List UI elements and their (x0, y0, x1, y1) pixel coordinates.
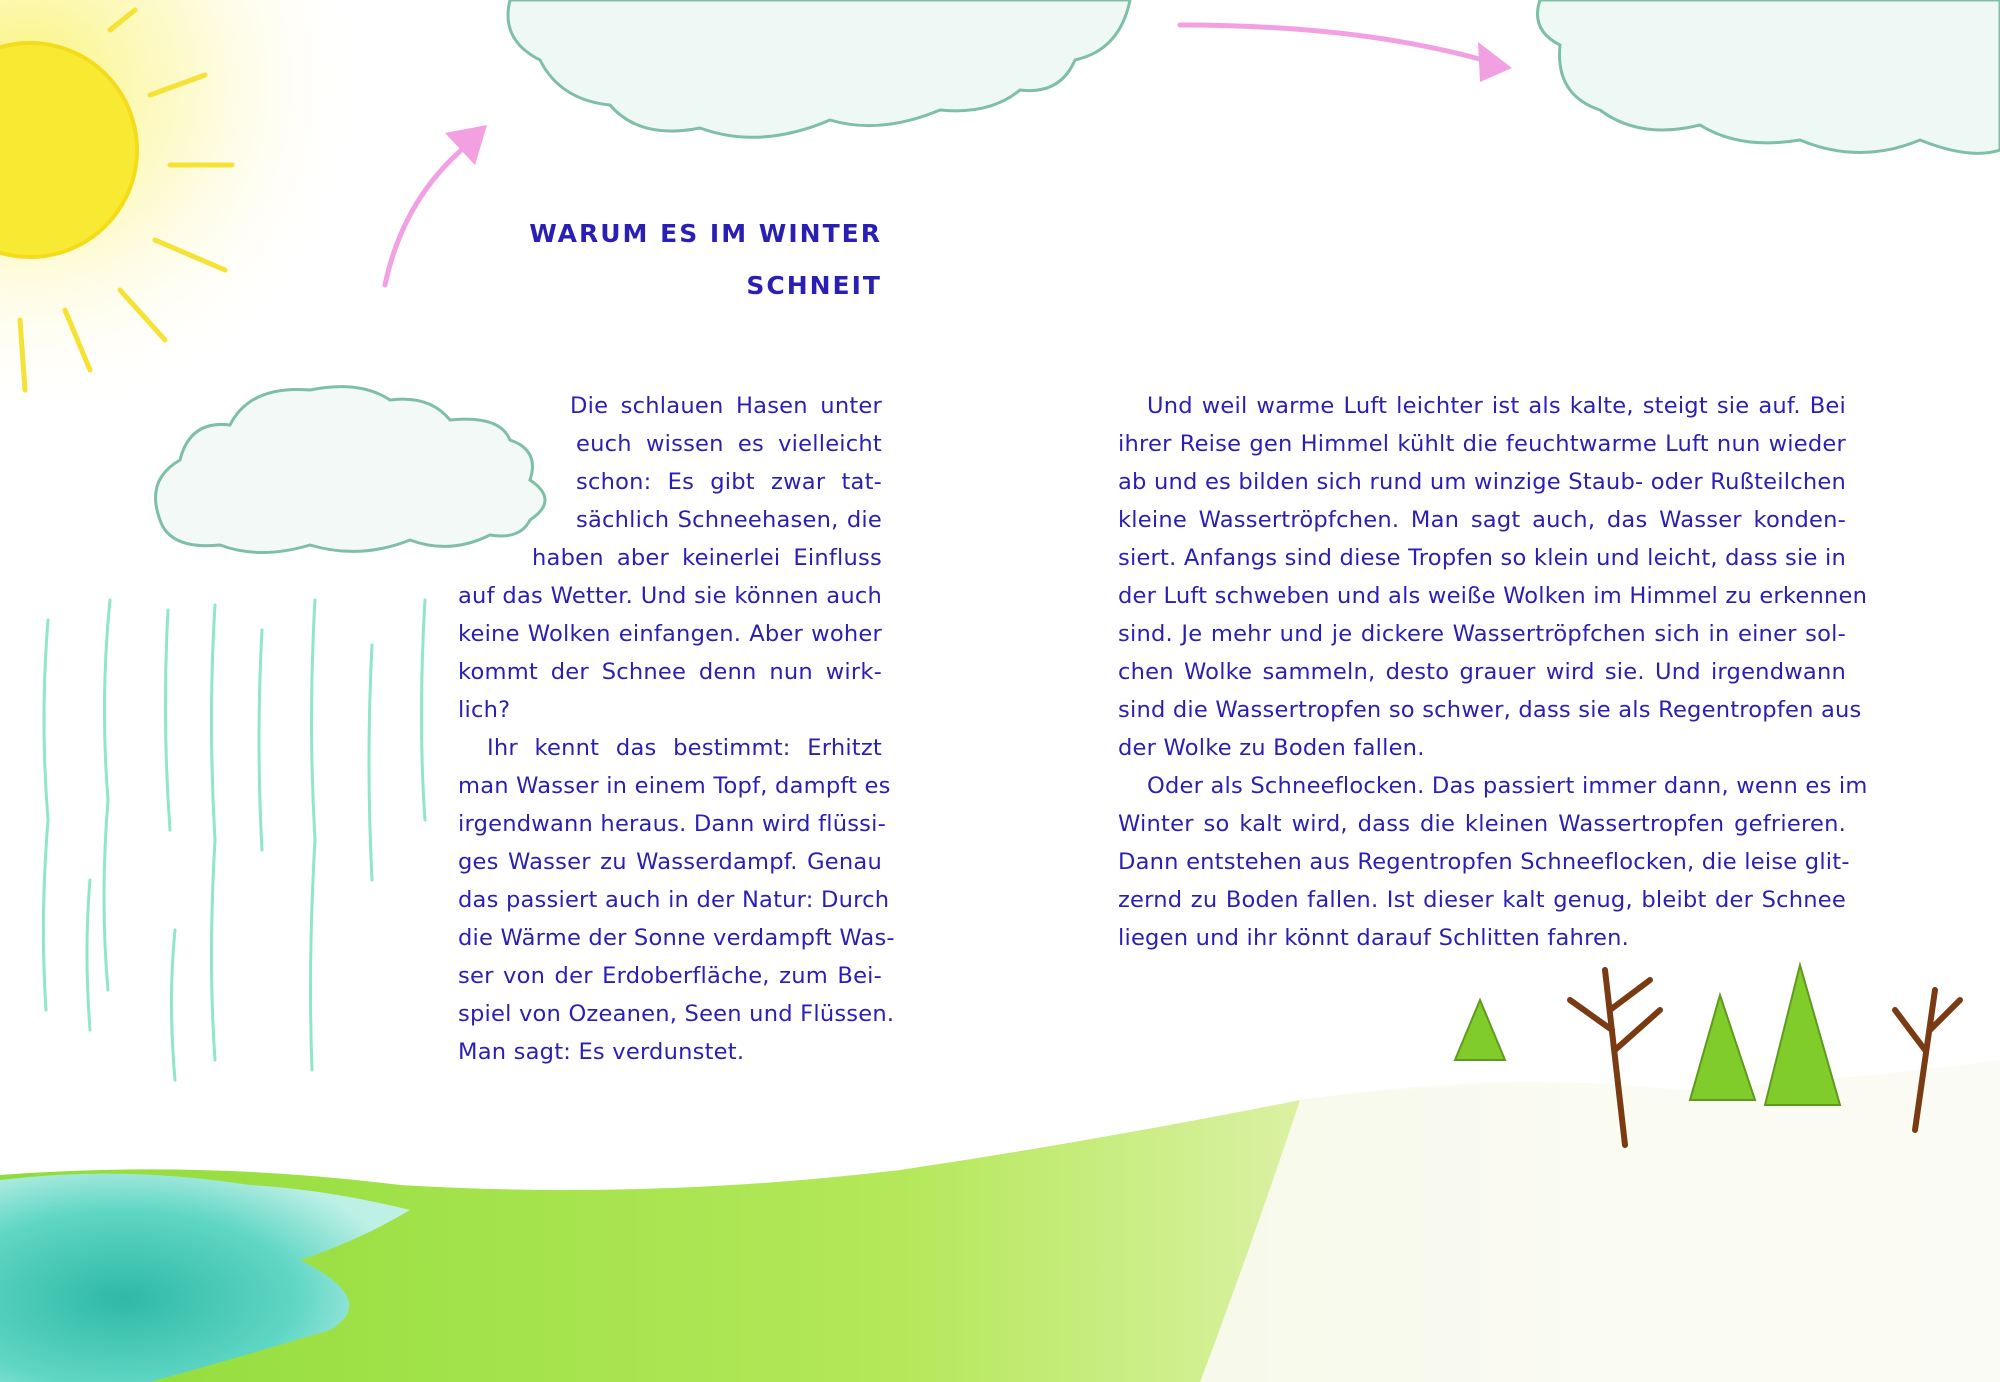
text-line: lich? (458, 697, 511, 723)
text-line: Dann entstehen aus Regentropfen Schneeflocken, die leise glit- (1118, 849, 1850, 875)
text-line: man Wasser in einem Topf, dampft es (458, 773, 891, 799)
text-line: die Wärme der Sonne verdampft Was- (458, 925, 895, 951)
text-line: Oder als Schneeflocken. Das passiert immer dann, wenn es im (1147, 773, 1868, 799)
text-line: Und weil warme Luft leichter ist als kalte, steigt sie auf. Bei (1147, 393, 1846, 419)
text-line: siert. Anfangs sind diese Tropfen so klein und leicht, dass sie in (1118, 545, 1846, 571)
text-line: ges Wasser zu Wasserdampf. Genau (458, 849, 882, 875)
page-title-continued: SCHNEIT (746, 271, 882, 300)
text-line: sind. Je mehr und je dickere Wassertröpfchen sich in einer sol- (1118, 621, 1846, 647)
text-line: irgendwann heraus. Dann wird flüssi- (458, 811, 886, 837)
text-line: ab und es bilden sich rund um winzige Staub- oder Rußteilchen (1118, 469, 1846, 495)
page-title: WARUM ES IM WINTER (529, 219, 882, 248)
text-line: Winter so kalt wird, dass die kleinen Wassertropfen gefrieren. (1118, 811, 1846, 837)
text-line: Man sagt: Es verdunstet. (458, 1039, 745, 1065)
text-column-left (458, 387, 895, 1071)
text-line: euch wissen es vielleicht (576, 431, 882, 457)
text-line: das passiert auch in der Natur: Durch (458, 887, 890, 913)
text-line: Die schlauen Hasen unter (570, 393, 882, 419)
text-line: sächlich Schneehasen, die (576, 507, 882, 533)
text-line: schon: Es gibt zwar tat- (576, 469, 882, 495)
text-line: sind die Wassertropfen so schwer, dass sie als Regentropfen aus (1118, 697, 1862, 723)
text-line: kommt der Schnee denn nun wirk- (458, 659, 882, 685)
text-line: haben aber keinerlei Einfluss (532, 545, 882, 571)
cloud-icon (508, 0, 2000, 153)
text-line: der Wolke zu Boden fallen. (1118, 735, 1425, 761)
text-line: keine Wolken einfangen. Aber woher (458, 621, 882, 647)
text-line: auf das Wetter. Und sie können auch (458, 583, 882, 609)
text-line: Ihr kennt das bestimmt: Erhitzt (487, 735, 882, 761)
text-line: ihrer Reise gen Himmel kühlt die feuchtwarme Luft nun wieder (1118, 431, 1846, 457)
text-line: kleine Wassertröpfchen. Man sagt auch, das Wasser konden- (1118, 507, 1846, 533)
text-line: zernd zu Boden fallen. Ist dieser kalt genug, bleibt der Schnee (1118, 887, 1846, 913)
text-line: liegen und ihr könnt darauf Schlitten fahren. (1118, 925, 1630, 951)
rain-lines (43, 600, 425, 1080)
landscape (0, 1060, 2000, 1382)
text-line: der Luft schweben und als weiße Wolken im Himmel zu erkennen (1118, 583, 1868, 609)
text-line: ser von der Erdoberfläche, zum Bei- (458, 963, 882, 989)
text-column-right (1118, 387, 1868, 957)
text-line: chen Wolke sammeln, desto grauer wird sie. Und irgendwann (1118, 659, 1846, 685)
text-line: spiel von Ozeanen, Seen und Flüssen. (458, 1001, 895, 1027)
